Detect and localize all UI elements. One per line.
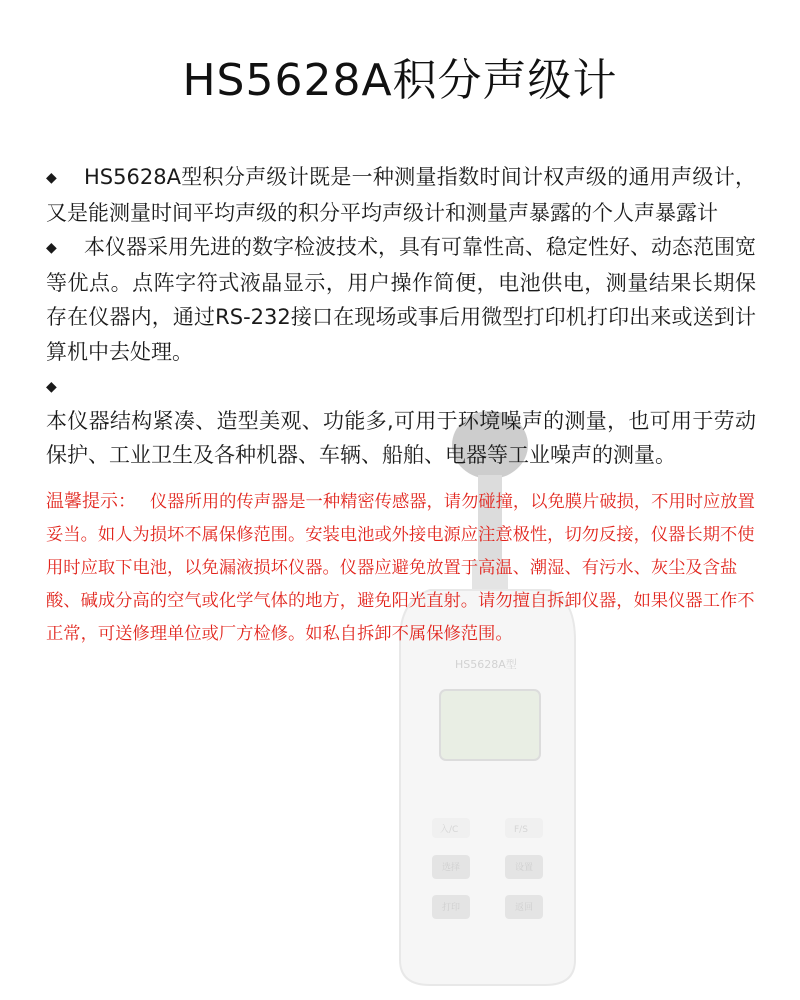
warm-tips	[46, 485, 756, 652]
feature-paragraph	[46, 404, 756, 473]
meter-button	[505, 855, 543, 879]
meter-button-label: 选择	[442, 863, 461, 873]
meter-button-label: 设置	[515, 863, 534, 873]
feature-paragraph	[46, 160, 756, 230]
feature-bullet-line	[46, 369, 756, 404]
meter-button	[432, 855, 470, 879]
page-title: HS5628A积分声级计	[182, 55, 618, 106]
tips-text: 仪器所用的传声器是一种精密传感器，请勿碰撞，以免膜片破损，不用时应放置妥当。如人为损坏不属保修范围。安装电池或外接电源应注意极性，切勿反接，仪器长期不使用时应取下电池，以免漏液损坏仪器。仪器应避免放置于高温、潮湿、有污水、灰尘及含盐酸、碱成分高的空气或化学气体的地方，避免阳光直射。请勿擅自拆卸仪器，如果仪器工作不正常，可送修理单位或厂方检修。如私自拆卸不属保修范围。	[46, 491, 755, 645]
diamond-bullet-icon: ◆	[46, 379, 57, 395]
diamond-bullet-icon: ◆	[46, 240, 57, 256]
diamond-bullet-icon: ◆	[46, 170, 57, 186]
meter-button-label: 返回	[515, 903, 534, 913]
tips-label: 温馨提示：	[46, 490, 136, 512]
meter-display	[440, 690, 540, 760]
meter-button	[505, 818, 543, 838]
feature-text: 本仪器采用先进的数字检波技术，具有可靠性高、稳定性好、动态范围宽等优点。点阵字符式液晶显示，用户操作简便，电池供电，测量结果长期保存在仪器内，通过RS-232接口在现场或事后用微型打印机打印出来或送到计算机中去处理。	[46, 235, 756, 364]
product-description	[46, 160, 756, 652]
feature-text: HS5628A型积分声级计既是一种测量指数时间计权声级的通用声级计，又是能测量时间平均声级的积分平均声级计和测量声暴露的个人声暴露计	[46, 165, 756, 225]
feature-paragraph	[46, 230, 756, 369]
meter-model-label: HS5628A型	[455, 658, 517, 671]
meter-button-label: 入/C	[440, 825, 459, 835]
meter-button	[505, 895, 543, 919]
meter-button	[432, 895, 470, 919]
meter-button	[432, 818, 470, 838]
meter-button-label: 打印	[442, 903, 461, 913]
meter-button-label: F/S	[514, 825, 528, 835]
feature-text: 本仪器结构紧凑、造型美观、功能多,可用于环境噪声的测量，也可用于劳动保护、工业卫生及各种机器、车辆、船舶、电器等工业噪声的测量。	[46, 408, 756, 467]
